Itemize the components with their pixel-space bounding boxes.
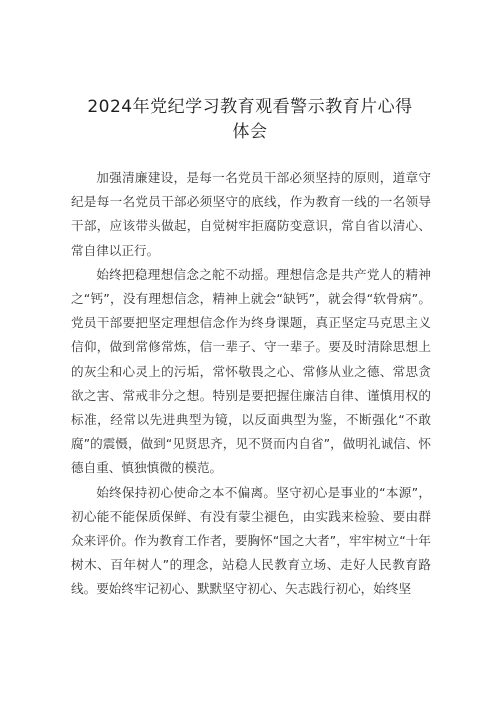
paragraph-2: 始终把稳理想信念之舵不动摇。理想信念是共产党人的精神之“钙”，没有理想信念，精神上就会“缺钙”，就会得“软骨病”。党员干部要把坚定理想信念作为终身课题，真正坚定马克思主义信仰，做到常修常炼，信一辈子、守一辈子。要及时清除思想上的灰尘和心灵上的污垢，常怀敬畏之心、常修从业之德、常思贪欲之害、常戒非分之想。特别是要把握住廉洁自律、谨慎用权的标准，经常以先进典型为镜，以反面典型为鉴，不断强化“不敢腐”的震慑，做到“见贤思齐，见不贤而内自省”，做明礼诚信、怀德自重、慎独慎微的模范。 bbox=[71, 266, 431, 476]
document-title-line-1: 2024年党纪学习教育观看警示教育片心得 bbox=[87, 97, 413, 117]
paragraph-1: 加强清廉建设，是每一名党员干部必须坚持的原则，道章守纪是每一名党员干部必须坚守的底线，作为教育一线的一名领导干部，应该带头做起，自觉树牢拒腐防变意识，常自省以清心、常自律以正行。 bbox=[71, 170, 431, 258]
document-body bbox=[71, 166, 431, 602]
document-title-line-2: 体会 bbox=[232, 122, 268, 142]
paragraph-3: 始终保持初心使命之本不偏离。坚守初心是事业的“本源”，初心能不能保质保鲜、有没有蒙尘褪色，由实践来检验、要由群众来评价。作为教育工作者，要胸怀“国之大者”，牢牢树立“十年树木、百年树人”的理念，站稳人民教育立场、走好人民教育路线。要始终牢记初心、默默坚守初心、矢志践行初心，始终坚 bbox=[71, 484, 431, 597]
